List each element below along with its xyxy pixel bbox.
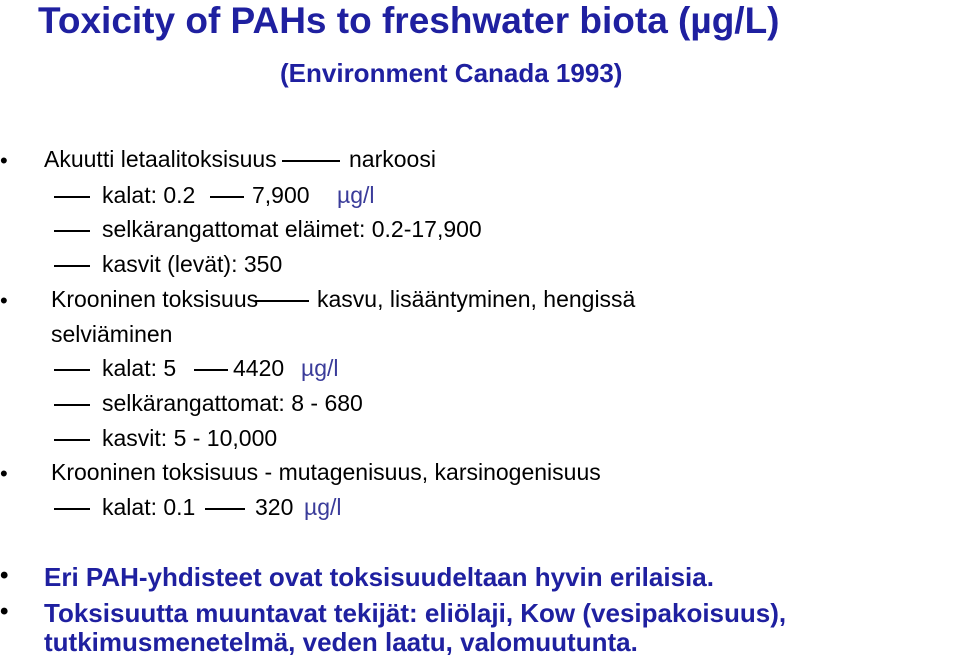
section2-heading [0,286,960,316]
dash-icon [54,265,90,267]
conclusion-text: Toksisuutta muuntavat tekijät: eliölaji, Kow (vesipakoisuus), [44,598,787,628]
item-value: 320 [255,494,294,520]
section3-heading [0,459,960,489]
item-unit: µg/l [304,494,342,520]
bullet-icon: • [0,148,8,173]
dash-icon [54,369,90,371]
section2-heading-c: selviäminen [51,321,173,347]
dash-icon [255,300,309,302]
dash-icon [194,369,228,371]
bullet-icon: • [0,288,8,313]
item-text: kalat: 0.1 [102,494,196,520]
section2-heading-a: Krooninen toksisuus [51,286,259,312]
dash-icon [54,508,90,510]
list-item [0,494,960,524]
section1-heading-a: Akuutti letaalitoksisuus [44,146,277,172]
section2-heading-b: kasvu, lisääntyminen, hengissä [317,286,636,312]
dash-icon [54,439,90,441]
section2-heading-cont [0,321,960,351]
list-item [0,355,960,385]
slide-title: Toxicity of PAHs to freshwater biota (µg/L) [38,0,780,41]
bullet-icon: • [0,562,9,589]
slide-subtitle: (Environment Canada 1993) [280,58,623,88]
conclusion-text: Eri PAH-yhdisteet ovat toksisuudeltaan hyvin erilaisia. [44,562,714,592]
dash-icon [210,196,244,198]
dash-icon [54,230,90,232]
list-item [0,425,960,455]
dash-icon [282,160,340,162]
item-value: 7,900 [252,182,310,208]
item-text: kalat: 0.2 [102,182,196,208]
dash-icon [54,404,90,406]
item-text: selkärangattomat: 8 - 680 [102,390,363,416]
list-item [0,390,960,420]
dash-icon [54,196,90,198]
item-text: kasvit: 5 - 10,000 [102,425,278,451]
item-unit: µg/l [337,182,375,208]
conclusion-2-cont [0,627,960,661]
conclusion-1 [0,562,960,596]
bullet-icon: • [0,461,8,486]
item-text: kalat: 5 [102,355,177,381]
section3-heading-text: Krooninen toksisuus - mutagenisuus, karsinogenisuus [51,459,601,485]
item-value: 4420 [233,355,285,381]
bullet-icon: • [0,598,9,625]
item-unit: µg/l [301,355,339,381]
conclusion-text: tutkimusmenetelmä, veden laatu, valomuutunta. [44,627,638,657]
section1-heading-b: narkoosi [349,146,436,172]
item-text: selkärangattomat eläimet: 0.2-17,900 [102,216,482,242]
dash-icon [205,508,245,510]
list-item [0,182,960,212]
section1-heading [0,146,960,176]
item-text: kasvit (levät): 350 [102,251,283,277]
list-item [0,216,960,246]
list-item [0,251,960,281]
